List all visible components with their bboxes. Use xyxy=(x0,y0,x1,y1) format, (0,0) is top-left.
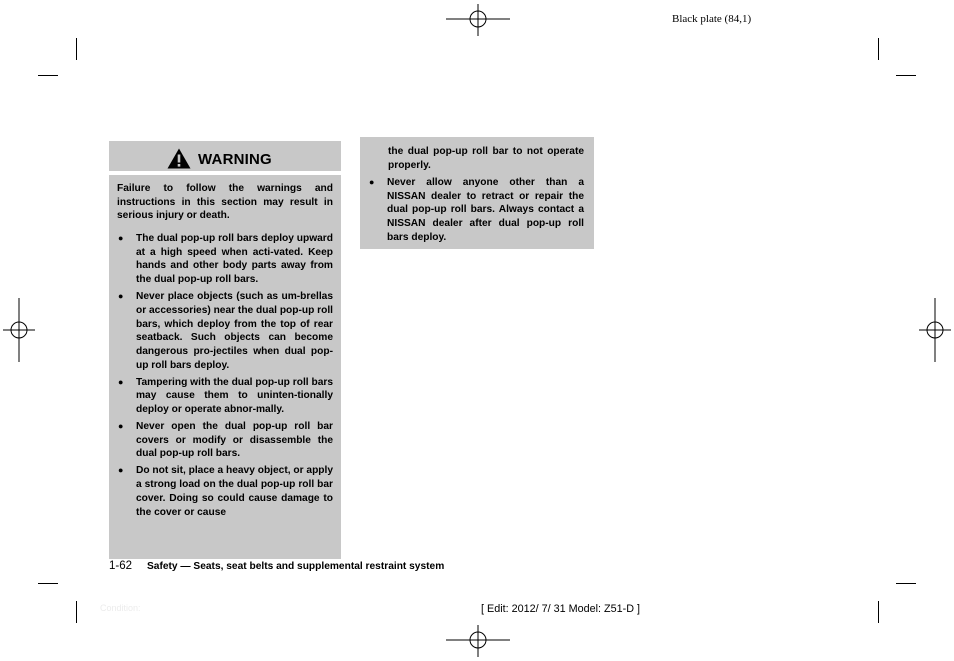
list-item xyxy=(368,176,584,245)
bullet-icon: ● xyxy=(118,421,124,432)
registration-mark-left xyxy=(3,298,35,362)
bullet-text: Tampering with the dual pop-up roll bars may cause them to uninten-tionally deploy or operate abnor-mally. xyxy=(136,376,333,416)
warning-title: WARNING xyxy=(198,151,272,168)
bullet-icon: ● xyxy=(118,233,124,243)
warning-header xyxy=(109,141,341,171)
bullet-text: The dual pop-up roll bars deploy upward at a high speed when acti-vated. Keep hands and other body parts away from the dual pop-up roll bars. xyxy=(136,233,333,286)
registration-mark-bottom xyxy=(446,625,510,657)
condition-label: Condition: xyxy=(100,603,141,613)
warning-intro: Failure to follow the warnings and instructions in this section may result in serious injury or death. xyxy=(117,183,333,222)
continued-lead-text: the dual pop-up roll bar to not operate properly. xyxy=(388,146,584,171)
warning-bullet-list xyxy=(117,232,333,523)
section-title: Safety — Seats, seat belts and supplemental restraint system xyxy=(147,561,445,572)
continued-bullet-list xyxy=(368,176,584,248)
list-item xyxy=(117,420,333,461)
warning-triangle-icon xyxy=(167,148,191,169)
bullet-icon: ● xyxy=(118,465,124,476)
list-item xyxy=(117,290,333,372)
list-item xyxy=(117,232,333,287)
bullet-icon: ● xyxy=(118,291,124,302)
warning-continued-box xyxy=(360,137,594,249)
edit-info: [ Edit: 2012/ 7/ 31 Model: Z51-D ] xyxy=(481,603,641,615)
bullet-text: Never open the dual pop-up roll bar covers or modify or disassemble the dual pop-up roll bars. xyxy=(136,421,333,460)
list-item xyxy=(117,464,333,519)
registration-mark-top xyxy=(446,4,510,36)
bullet-text: Never place objects (such as um-brellas or accessories) near the dual pop-up roll bars, which deploy from the top of rear seatback. Such objects can become dangerous pro-jectiles when dual pop-up roll bars deploy. xyxy=(136,291,334,371)
list-item xyxy=(117,376,333,417)
registration-mark-right xyxy=(919,298,951,362)
bullet-text: Do not sit, place a heavy object, or apply a strong load on the dual pop-up roll bar cover. Doing so could cause damage to the cover or cause xyxy=(136,465,334,518)
warning-body xyxy=(109,175,341,559)
bullet-icon: ● xyxy=(118,376,124,387)
bullet-text: Never allow anyone other than a NISSAN dealer to retract or repair the dual pop-up roll bars. Always contact a NISSAN dealer after dual pop-up roll bars deploy. xyxy=(387,177,584,243)
plate-label: Black plate (84,1) xyxy=(672,13,752,25)
page-number: 1-62 xyxy=(109,560,133,572)
bullet-icon: ● xyxy=(369,177,375,187)
